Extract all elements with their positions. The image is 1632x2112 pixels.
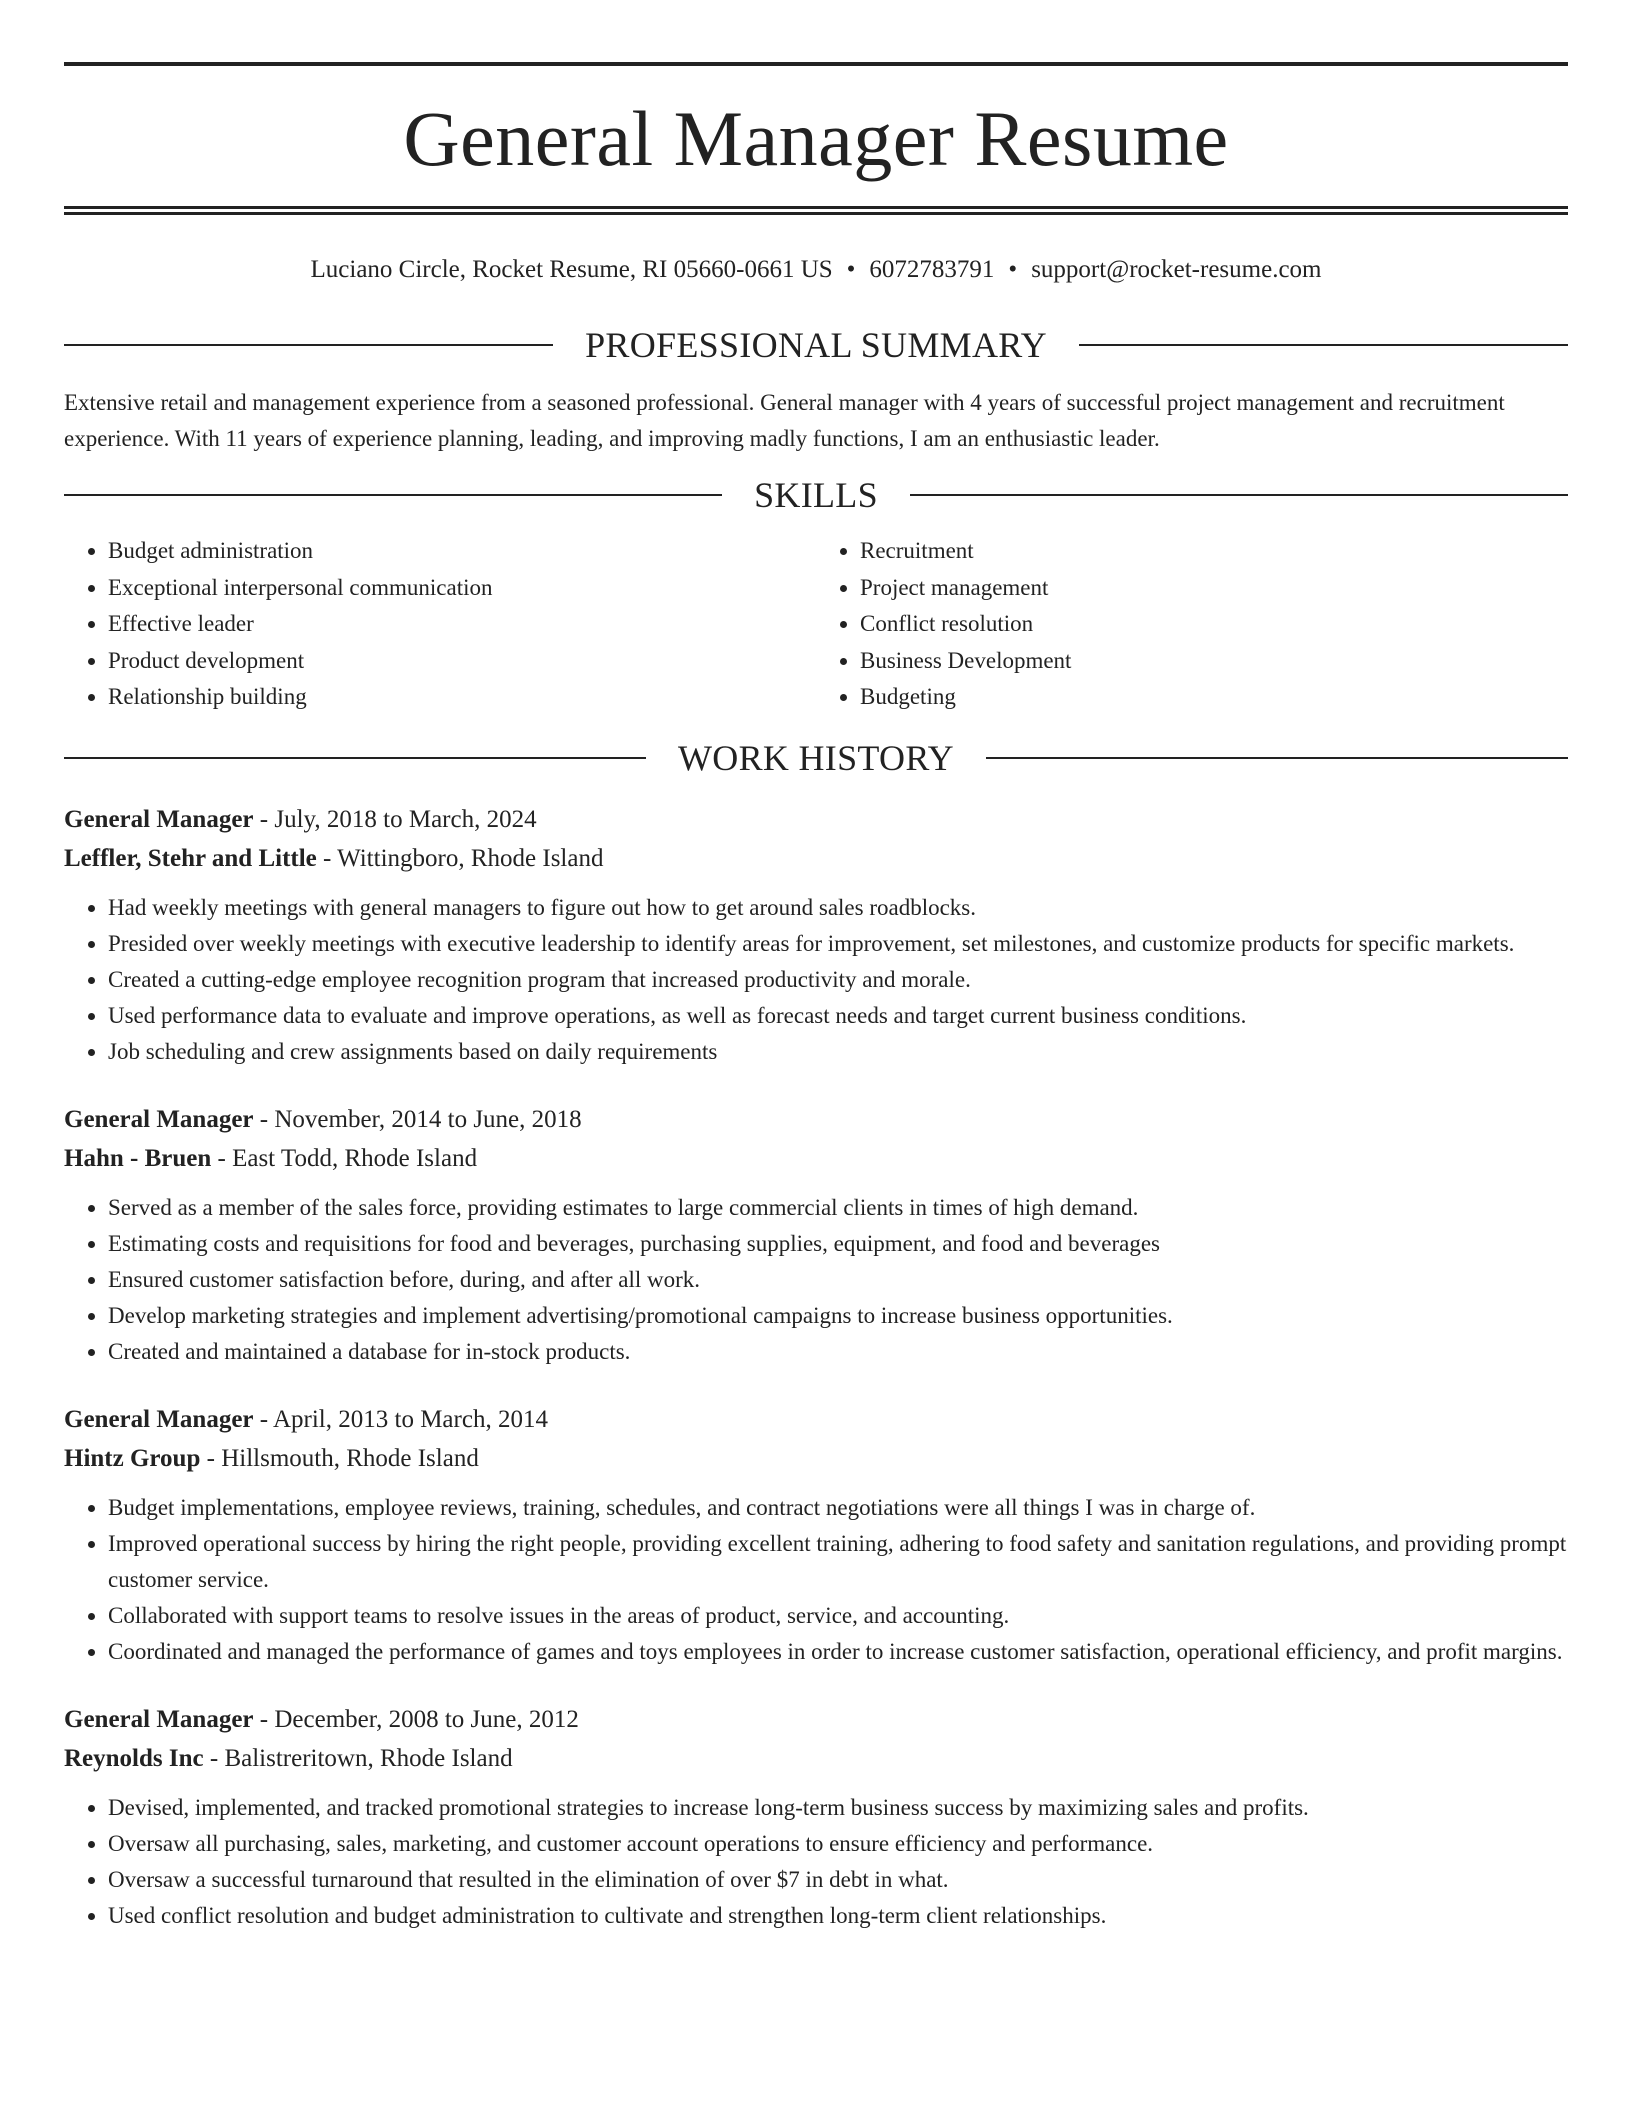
job-entry xyxy=(64,1700,1568,1934)
job-bullet: • Devised, implemented, and tracked promotional strategies to increase long-term business success by maximizing sales and profits. xyxy=(108,1790,1568,1826)
job-bullets xyxy=(64,1790,1568,1934)
job-entry xyxy=(64,1100,1568,1370)
job-company-line xyxy=(64,839,1568,878)
job-company-line xyxy=(64,1139,1568,1178)
job-bullet: • Created and maintained a database for in-stock products. xyxy=(108,1334,1568,1370)
job-company: Reynolds Inc xyxy=(64,1744,204,1772)
skill-item: • Conflict resolution xyxy=(860,606,1568,643)
skill-item: • Project management xyxy=(860,570,1568,607)
job-company-line xyxy=(64,1439,1568,1478)
job-title-line xyxy=(64,1400,1568,1439)
contact-line xyxy=(64,255,1568,285)
skill-item: • Relationship building xyxy=(108,679,816,716)
job-bullet: • Collaborated with support teams to resolve issues in the areas of product, service, and accounting. xyxy=(108,1598,1568,1634)
job-entry xyxy=(64,1400,1568,1670)
job-bullet: • Presided over weekly meetings with executive leadership to identify areas for improvement, set milestones, and customize products for specific markets. xyxy=(108,926,1568,962)
job-title-line xyxy=(64,1700,1568,1739)
job-bullet: • Had weekly meetings with general managers to figure out how to get around sales roadblocks. xyxy=(108,890,1568,926)
heading-rule-right xyxy=(986,757,1568,759)
contact-separator: • xyxy=(846,256,856,283)
job-bullet: • Used conflict resolution and budget administration to cultivate and strengthen long-term client relationships. xyxy=(108,1898,1568,1934)
contact-separator: • xyxy=(1008,256,1018,283)
job-dates: - December, 2008 to June, 2012 xyxy=(253,1705,579,1733)
job-bullet: • Job scheduling and crew assignments based on daily requirements xyxy=(108,1034,1568,1070)
heading-rule-right xyxy=(1079,344,1568,346)
heading-rule-left xyxy=(64,757,646,759)
contact-phone: 6072783791 xyxy=(869,256,995,283)
job-company-line xyxy=(64,1739,1568,1778)
job-bullet: • Develop marketing strategies and implement advertising/promotional campaigns to increase business opportunities. xyxy=(108,1298,1568,1334)
heading-rule-left xyxy=(64,344,553,346)
job-bullet: • Budget implementations, employee reviews, training, schedules, and contract negotiations were all things I was in charge of. xyxy=(108,1490,1568,1526)
page-title: General Manager Resume xyxy=(403,95,1229,182)
job-title: General Manager xyxy=(64,1105,254,1133)
work-history-heading-label: WORK HISTORY xyxy=(678,737,954,778)
job-company: Hahn - Bruen xyxy=(64,1144,212,1172)
job-title: General Manager xyxy=(64,1705,254,1733)
job-entry xyxy=(64,800,1568,1070)
job-bullet: • Oversaw a successful turnaround that resulted in the elimination of over $7 in debt in what. xyxy=(108,1862,1568,1898)
skill-item: • Exceptional interpersonal communication xyxy=(108,570,816,607)
job-title: General Manager xyxy=(64,805,254,833)
job-location: - East Todd, Rhode Island xyxy=(211,1144,478,1172)
job-bullets xyxy=(64,1190,1568,1370)
heading-rule-right xyxy=(910,494,1568,496)
contact-email: support@rocket-resume.com xyxy=(1031,256,1322,283)
skills-column-right xyxy=(816,533,1568,716)
job-bullets xyxy=(64,890,1568,1070)
skills-list xyxy=(64,533,1568,716)
job-bullet: • Ensured customer satisfaction before, during, and after all work. xyxy=(108,1262,1568,1298)
summary-heading-label: PROFESSIONAL SUMMARY xyxy=(585,325,1047,365)
job-location: - Balistreritown, Rhode Island xyxy=(203,1744,513,1772)
job-bullet: • Created a cutting-edge employee recognition program that increased productivity and morale. xyxy=(108,962,1568,998)
job-title-line xyxy=(64,800,1568,839)
work-history-heading xyxy=(64,737,1568,778)
top-rule xyxy=(64,62,1568,66)
skill-item: • Recruitment xyxy=(860,533,1568,570)
job-location: - Wittingboro, Rhode Island xyxy=(316,844,604,872)
job-dates: - April, 2013 to March, 2014 xyxy=(253,1405,548,1433)
skills-column-left xyxy=(64,533,816,716)
job-title: General Manager xyxy=(64,1405,254,1433)
skill-item: • Effective leader xyxy=(108,606,816,643)
skill-item: • Business Development xyxy=(860,643,1568,680)
job-bullet: • Served as a member of the sales force, providing estimates to large commercial clients in times of high demand. xyxy=(108,1190,1568,1226)
contact-address: Luciano Circle, Rocket Resume, RI 05660-0661 US xyxy=(310,256,833,283)
summary-text: Extensive retail and management experience from a seasoned professional. General manager with 4 years of successful project management and recruitment experience. With 11 years of experience planning, leading, and improving madly functions, I am an enthusiastic leader. xyxy=(64,390,1505,451)
job-bullet: • Estimating costs and requisitions for food and beverages, purchasing supplies, equipment, and food and beverages xyxy=(108,1226,1568,1262)
job-dates: - July, 2018 to March, 2024 xyxy=(253,805,537,833)
job-bullet: • Oversaw all purchasing, sales, marketing, and customer account operations to ensure efficiency and performance. xyxy=(108,1826,1568,1862)
skills-heading-label: SKILLS xyxy=(754,475,878,515)
skill-item: • Budgeting xyxy=(860,679,1568,716)
heading-rule-left xyxy=(64,494,722,496)
skill-item: • Product development xyxy=(108,643,816,680)
job-dates: - November, 2014 to June, 2018 xyxy=(253,1105,582,1133)
job-bullets xyxy=(64,1490,1568,1670)
job-title-line xyxy=(64,1100,1568,1139)
title-double-rule xyxy=(64,206,1568,215)
skill-item: • Budget administration xyxy=(108,533,816,570)
job-company: Leffler, Stehr and Little xyxy=(64,844,317,872)
summary-heading xyxy=(64,327,1568,363)
job-bullet: • Coordinated and managed the performance of games and toys employees in order to increase customer satisfaction, operational efficiency, and profit margins. xyxy=(108,1634,1568,1670)
job-bullet: • Used performance data to evaluate and improve operations, as well as forecast needs and target current business conditions. xyxy=(108,998,1568,1034)
job-company: Hintz Group xyxy=(64,1444,201,1472)
skills-heading xyxy=(64,477,1568,513)
job-bullet: • Improved operational success by hiring the right people, providing excellent training, adhering to food safety and sanitation regulations, and providing prompt customer service. xyxy=(108,1526,1568,1598)
job-location: - Hillsmouth, Rhode Island xyxy=(200,1444,479,1472)
